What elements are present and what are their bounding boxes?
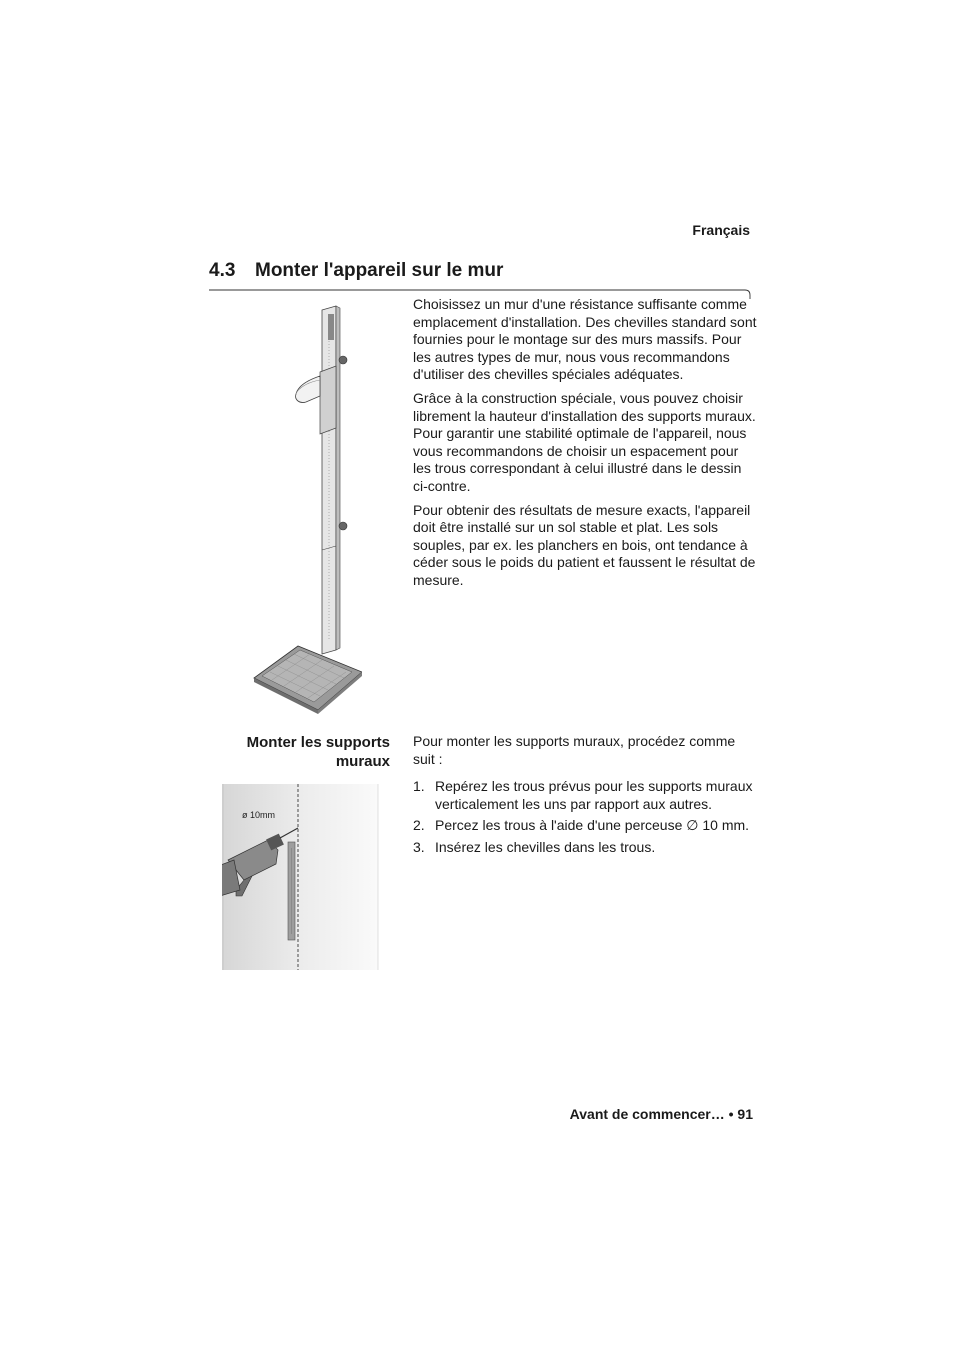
paragraph: Grâce à la construction spéciale, vous pouvez choisir librement la hauteur d'installation des supports muraux. Pour garantir une stabilité optimale de l'appareil, nous vous recommandons de choisir un espacement pour les trous correspondant à celui illustré dans le dessin ci-contre. [413, 389, 756, 494]
paragraph: Choisissez un mur d'une résistance suffisante comme emplacement d'installation. Des chevilles standard sont fournies pour le montage sur des murs massifs. Pour les autres types de mur, nous vous recommandons d'utiliser des chevilles spéciales adéquates. [413, 296, 757, 383]
step-number: 1. [413, 778, 425, 795]
step-text: Insérez les chevilles dans les trous. [435, 838, 656, 855]
section-title: Monter l'appareil sur le mur [255, 260, 504, 281]
step-item [413, 817, 757, 835]
intro-text [413, 296, 757, 596]
drill-size-label: ø 10mm [242, 810, 276, 820]
page-footer: Avant de commencer… • 91 [569, 1106, 753, 1122]
paragraph: Pour obtenir des résultats de mesure exacts, l'appareil doit être installé sur un sol stable et plat. Les sols souples, par ex. les planchers en bois, ont tendance à céder sous le poids du patient et faussent le résultat de mesure. [413, 501, 756, 588]
subsection-heading-line: muraux [335, 753, 390, 770]
step-number: 2. [413, 817, 425, 834]
section-number: 4.3 [209, 260, 236, 281]
drilling-illustration [222, 784, 380, 970]
step-item [413, 778, 757, 813]
section-heading [209, 260, 503, 282]
step-text: Percez les trous à l'aide d'une perceuse ∅ 10 mm. [435, 817, 750, 834]
mounting-intro: Pour monter les supports muraux, procédez comme suit : [413, 733, 736, 767]
language-label: Français [692, 222, 750, 238]
mounting-instructions [413, 733, 757, 861]
step-number: 3. [413, 838, 425, 855]
subsection-heading-line: Monter les supports [246, 734, 390, 751]
subsection-heading [200, 733, 390, 771]
step-text: Repérez les trous prévus pour les supports muraux verticalement les uns par rapport aux autres. [435, 778, 753, 812]
steps-list [413, 778, 757, 856]
step-item [413, 839, 757, 857]
device-illustration [250, 300, 362, 715]
